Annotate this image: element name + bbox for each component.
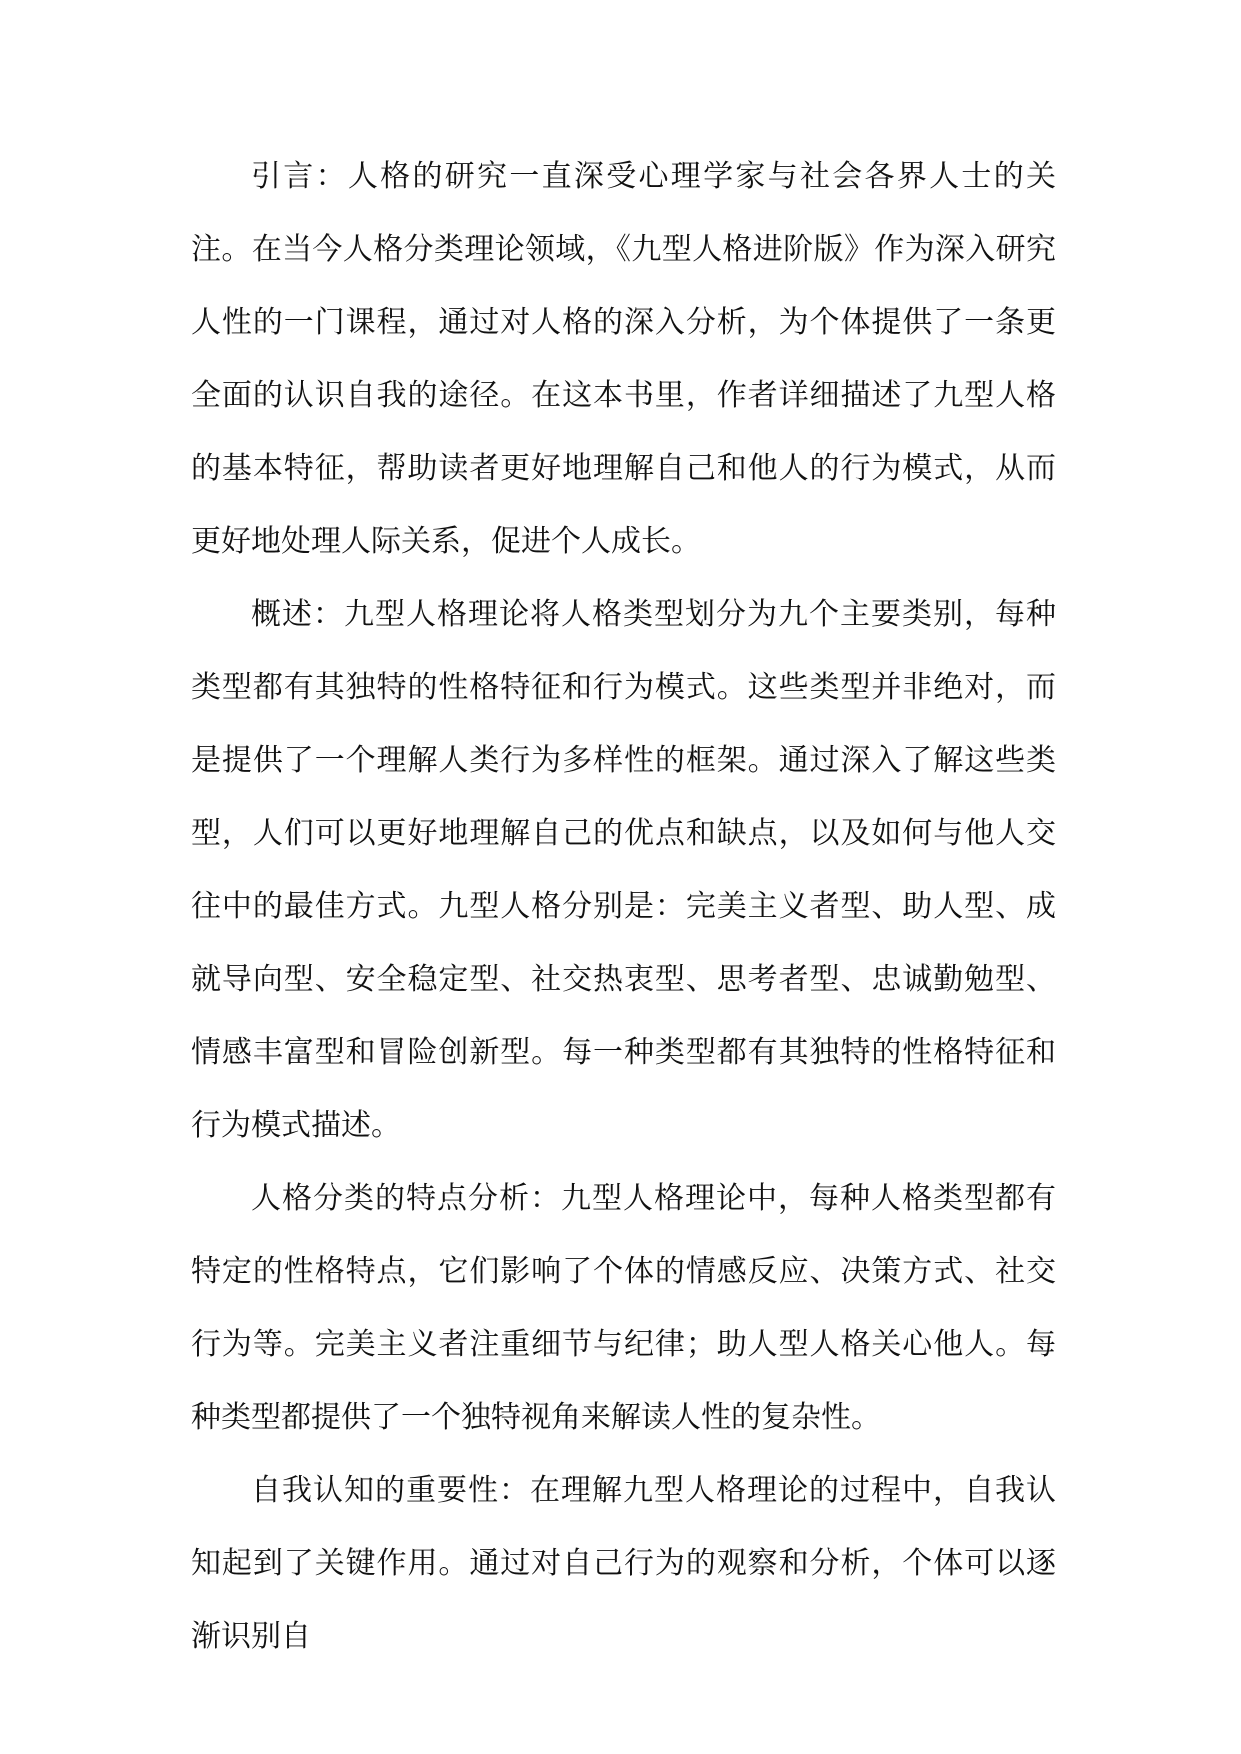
paragraph-introduction: 引言：人格的研究一直深受心理学家与社会各界人士的关注。在当今人格分类理论领域，《九型人格进阶版》作为深入研究人性的一门课程，通过对人格的深入分析，为个体提供了一条更全面的认识自我的途径。在这本书里，作者详细描述了九型人格的基本特征，帮助读者更好地理解自己和他人的行为模式，从而更好地处理人际关系，促进个人成长。 (191, 159, 1056, 559)
paragraph-self-awareness: 自我认知的重要性：在理解九型人格理论的过程中，自我认知起到了关键作用。通过对自己行为的观察和分析，个体可以逐渐识别自 (191, 1473, 1056, 1654)
paragraph-overview: 概述：九型人格理论将人格类型划分为九个主要类别，每种类型都有其独特的性格特征和行为模式。这些类型并非绝对，而是提供了一个理解人类行为多样性的框架。通过深入了解这些类型，人们可以更好地理解自己的优点和缺点，以及如何与他人交往中的最佳方式。九型人格分别是：完美主义者型、助人型、成就导向型、安全稳定型、社交热衷型、思考者型、忠诚勤勉型、情感丰富型和冒险创新型。每一种类型都有其独特的性格特征和行为模式描述。 (191, 597, 1056, 1143)
document-body (191, 140, 1056, 1673)
paragraph-classification-analysis: 人格分类的特点分析：九型人格理论中，每种人格类型都有特定的性格特点，它们影响了个体的情感反应、决策方式、社交行为等。完美主义者注重细节与纪律；助人型人格关心他人。每种类型都提供了一个独特视角来解读人性的复杂性。 (191, 1181, 1056, 1435)
